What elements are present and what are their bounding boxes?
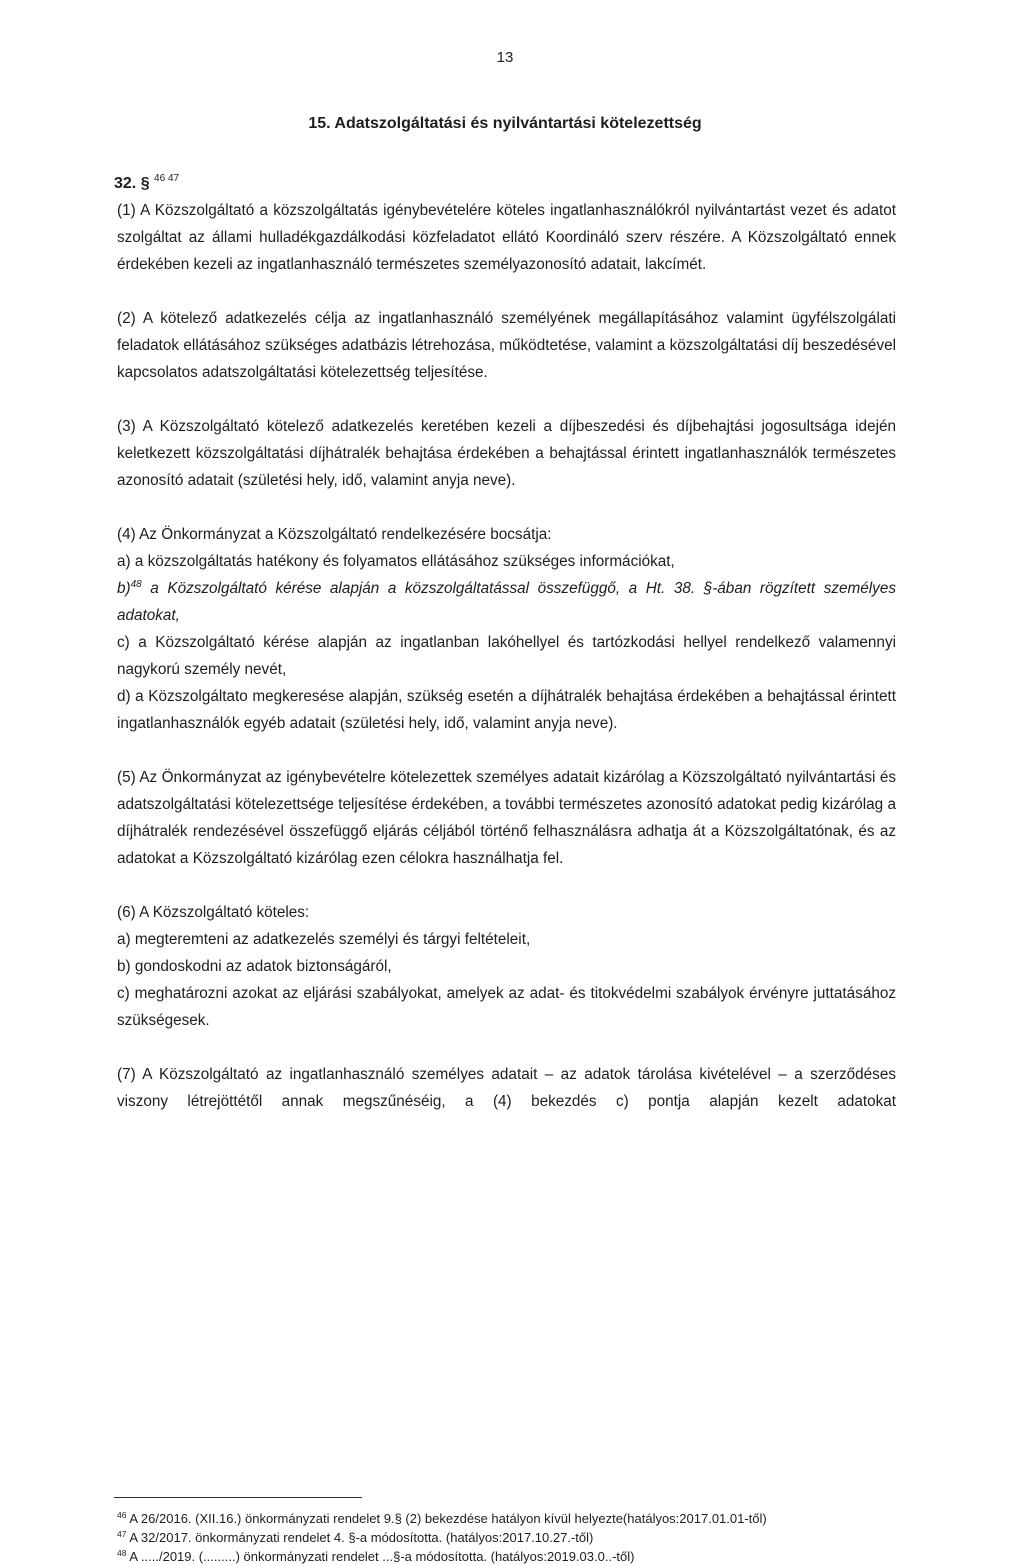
section-title: 15. Adatszolgáltatási és nyilvántartási kötelezettség bbox=[308, 115, 702, 132]
paragraph-number: 32. § bbox=[114, 175, 150, 192]
subsection-3: (3) A Közszolgáltató kötelező adatkezelés keretében kezeli a díjbeszedési és díjbehajtási jogosultsága idején keletkezett közszolgáltatási díjhátralék behajtása érdekében a behajtással érintett ingatlanhasználók természetes azonosító adatait (születési hely, idő, valamint anyja neve). bbox=[117, 418, 896, 489]
subsection-5: (5) Az Önkormányzat az igénybevételre kötelezettek személyes adatait kizárólag a Közszolgáltató nyilvántartási és adatszolgáltatási kötelezettsége teljesítése érdekében, a további természetes azonosító adatokat pedig kizárólag a díjhátralék rendezésével összefüggő eljárás céljából történő felhasználásra adhatja át a Közszolgáltatónak, és az adatokat a Közszolgáltató kizárólag ezen célokra használhatja fel. bbox=[117, 769, 896, 867]
subsection-6-intro: (6) A Közszolgáltató köteles: bbox=[117, 904, 310, 921]
subsection-1: (1) A Közszolgáltató a közszolgáltatás igénybevételére köteles ingatlanhasználókról nyilvántartást vezet és adatot szolgáltat az állami hulladékgazdálkodási közfeladatot ellátó Koordináló szerv részére. A Közszolgáltató ennek érdekében kezeli az ingatlanhasználó természetes személyazonosító adatait, lakcímét. bbox=[117, 202, 896, 273]
footnote-text: A 26/2016. (XII.16.) önkormányzati rendelet 9.§ (2) bekezdése hatályon kívül helyezte(hatályos:2017.01.01-től) bbox=[126, 1511, 767, 1526]
footnotes bbox=[117, 1509, 896, 1566]
footnote-number: 48 bbox=[117, 1548, 127, 1558]
subsection-4-point-d: d) a Közszolgáltato megkeresése alapján, szükség esetén a díjhátralék behajtása érdekében a behajtással érintett ingatlanhasználók egyéb adatait (születési hely, idő, valamint anyja neve). bbox=[117, 688, 896, 732]
subsection-6-point-a: a) megteremteni az adatkezelés személyi és tárgyi feltételeit, bbox=[117, 931, 531, 948]
footnote-divider bbox=[114, 1497, 362, 1498]
point-b-text: a Közszolgáltató kérése alapján a közszolgáltatással összefüggő, a Ht. 38. §-ában rögzített személyes adatokat, bbox=[117, 580, 896, 624]
footnote-48 bbox=[117, 1547, 896, 1566]
document-body bbox=[117, 197, 896, 1115]
footnote-ref-48: 48 bbox=[130, 579, 142, 590]
subsection-4-point-c: c) a Közszolgáltató kérése alapján az ingatlanban lakóhellyel és tartózkodási hellyel rendelkező valamennyi nagykorú személy nevét, bbox=[117, 634, 896, 678]
subsection-4-intro: (4) Az Önkormányzat a Közszolgáltató rendelkezésére bocsátja: bbox=[117, 526, 552, 543]
footnote-number: 46 bbox=[117, 1510, 127, 1520]
footnote-text: A ...../2019. (.........) önkormányzati rendelet ...§-a módosította. (hatályos:2019.03.0..-től) bbox=[126, 1549, 635, 1564]
point-b-label: b) bbox=[117, 580, 131, 597]
subsection-4-point-a: a) a közszolgáltatás hatékony és folyamatos ellátásához szükséges információkat, bbox=[117, 553, 675, 570]
subsection-7: (7) A Közszolgáltató az ingatlanhasználó személyes adatait – az adatok tárolása kivételével – a szerződéses viszony létrejöttétől annak megszűnéséig, a (4) bekezdés c) pontja alapján kezelt adatokat bbox=[117, 1066, 896, 1110]
subsection-6-point-b: b) gondoskodni az adatok biztonságáról, bbox=[117, 958, 392, 975]
paragraph-heading bbox=[114, 173, 179, 193]
footnote-number: 47 bbox=[117, 1529, 127, 1539]
footnote-46 bbox=[117, 1509, 896, 1528]
footnote-text: A 32/2017. önkormányzati rendelet 4. §-a módosította. (hatályos:2017.10.27.-től) bbox=[126, 1530, 594, 1545]
subsection-4-point-b bbox=[117, 575, 896, 629]
page-number: 13 bbox=[496, 49, 514, 66]
paragraph-footnote-refs: 46 47 bbox=[154, 173, 180, 184]
subsection-2: (2) A kötelező adatkezelés célja az ingatlanhasználó személyének megállapításához valamint ügyfélszolgálati feladatok ellátásához szükséges adatbázis létrehozása, működtetése, valamint a közszolgáltatási díj beszedésével kapcsolatos adatszolgáltatási kötelezettség teljesítése. bbox=[117, 310, 896, 381]
subsection-6-point-c: c) meghatározni azokat az eljárási szabályokat, amelyek az adat- és titokvédelmi szabályok érvényre juttatásához szükségesek. bbox=[117, 985, 896, 1029]
footnote-47 bbox=[117, 1528, 896, 1547]
